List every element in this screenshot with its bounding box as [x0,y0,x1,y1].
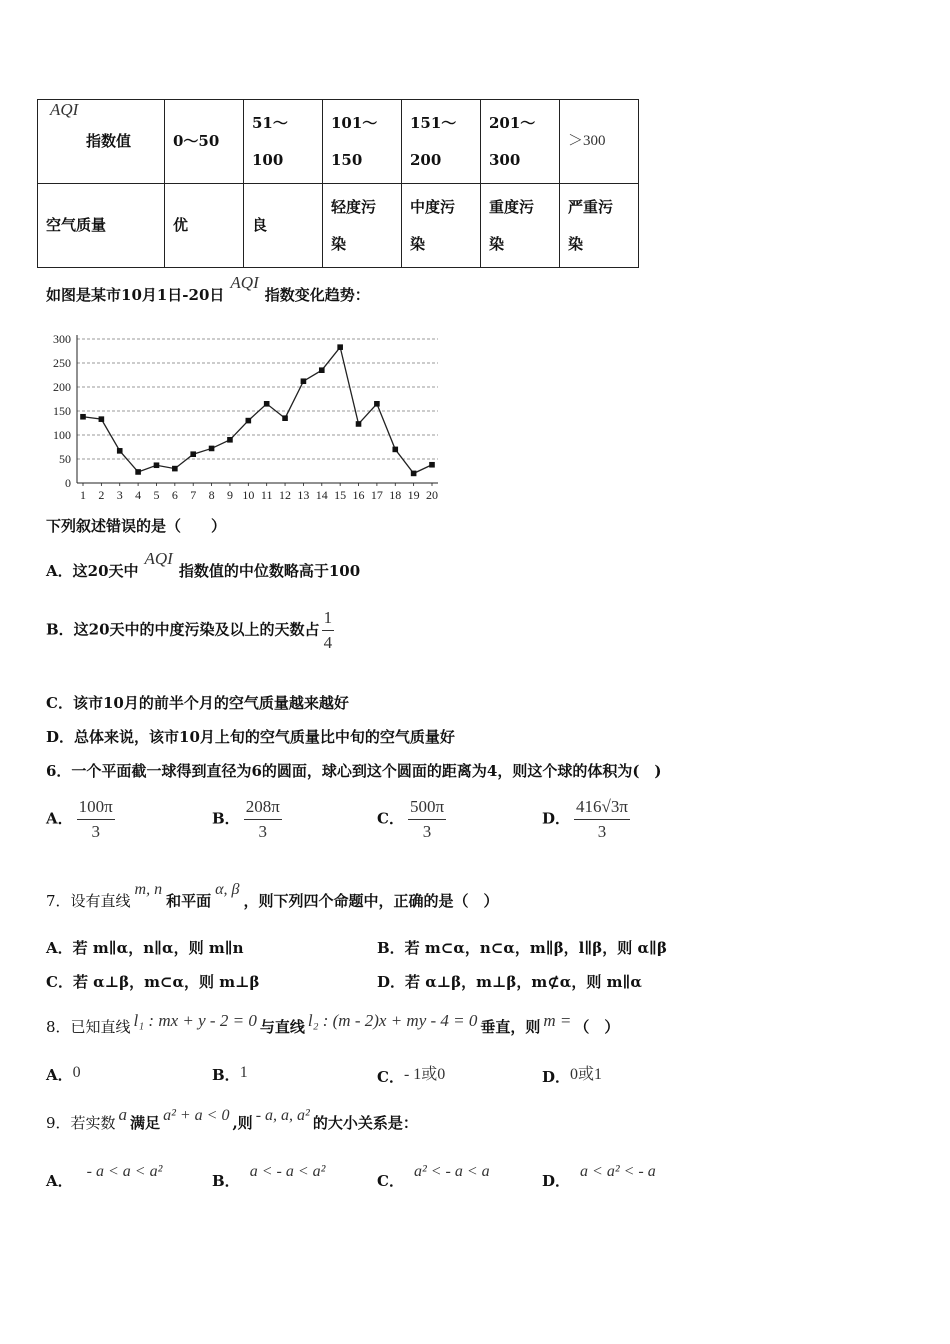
data-point [301,378,307,384]
x-tick-label: 4 [135,488,142,502]
q6-option-c: C． $\frac{500\pi}{3}$ [377,797,445,841]
table-cell: ＞300 [560,100,639,184]
question-6-stem: 6．一个平面截一球得到直径为6的圆面，球心到这个圆面的距离为4，则这个球的体积为( ) [46,762,662,780]
question-9-stem: 9．若实数 a 满足 a² + a < 0 ,则 - a, a, a² 的大小关系是： [46,1105,418,1132]
q8-option-d: D．0或1 [542,1066,603,1086]
x-tick-label: 14 [315,488,328,502]
table-cell: 重度污 染 [481,184,560,268]
x-tick-label: 18 [389,488,402,502]
series-line [83,347,432,473]
data-point [246,418,252,424]
y-tick-label: 300 [53,332,71,346]
chart-intro: 如图是某市10月1日-20日AQI指数变化趋势： [46,273,370,304]
table-cell: 0～50 [165,100,244,184]
data-point [411,471,417,477]
y-tick-label: 0 [65,476,71,490]
x-tick-label: 2 [98,488,105,502]
q6-option-b: B． $\frac{208\pi}{3}$ [212,797,280,841]
data-point [356,421,362,427]
table-cell: 严重污 染 [560,184,639,268]
table-cell: 51～100 [244,100,323,184]
data-point [264,401,270,407]
data-point [374,401,380,407]
data-point [99,416,105,422]
q5-option-c: C．该市10月的前半个月的空气质量越来越好 [46,694,349,712]
table-row [38,100,639,184]
x-tick-label: 15 [334,488,347,502]
x-tick-label: 20 [426,488,438,502]
table-cell: 轻度污 染 [323,184,402,268]
x-tick-label: 11 [260,488,273,502]
q8-option-c: C．- 1或0 [377,1066,446,1086]
data-point [282,415,288,421]
q9-option-a: A．- a < a < a² [46,1163,163,1190]
y-tick-label: 200 [53,380,71,394]
q8-option-b: B．1 [212,1064,248,1084]
question-5-stem: 下列叙述错误的是（ ） [46,517,227,535]
data-point [190,451,196,457]
table-cell: 空气质量 [38,184,165,268]
table-cell: 201～ 300 [481,100,560,184]
question-7-stem: 7．设有直线m, n和平面α, β，则下列四个命题中，正确的是（ ） [46,881,499,910]
y-tick-label: 250 [53,356,71,370]
q7-option-b: B．若 m⊂α，n⊂α，m∥β，l∥β，则 α∥β [377,939,667,957]
x-tick-label: 1 [80,488,86,502]
y-tick-label: 50 [59,452,71,466]
table-cell: AQI 指数值 [38,100,165,184]
q6-option-d: D． $\frac{416√3\pi}{3}$ [542,797,628,841]
data-point [172,466,178,472]
q8-option-a: A．0 [46,1064,81,1084]
table-cell: 151～ 200 [402,100,481,184]
x-tick-label: 17 [370,488,383,502]
x-tick-label: 6 [171,488,178,502]
q9-option-b: B．a < - a < a² [212,1163,326,1190]
q5-option-d: D．总体来说，该市10月上旬的空气质量比中旬的空气质量好 [46,728,455,746]
data-point [154,462,160,468]
q7-option-a: A．若 m∥α，n∥α，则 m∥n [46,939,244,957]
y-tick-label: 150 [53,404,71,418]
y-tick-label: 100 [53,428,71,442]
q9-option-d: D．a < a² < - a [542,1163,656,1190]
data-point [337,344,343,350]
data-point [209,446,215,452]
x-tick-label: 3 [116,488,123,502]
question-8-stem: 8．已知直线 l₁ : mx + y - 2 = 0 与直线 l₂ : (m - 2)x + my - 4 = 0 垂直，则 m = （ ） [46,1011,620,1036]
data-point [319,367,325,373]
q9-option-c: C．a² < - a < a [377,1163,490,1190]
q5-option-b: B．这20天中的中度污染及以上的天数占 $\frac{1}{4}$ [46,608,333,652]
x-tick-label: 10 [242,488,255,502]
table-cell: 中度污 染 [402,184,481,268]
table-cell: 优 [165,184,244,268]
table-cell: 良 [244,184,323,268]
data-point [429,462,435,468]
data-point [392,447,398,453]
data-point [227,437,233,443]
x-tick-label: 9 [226,488,233,502]
q7-option-c: C．若 α⊥β，m⊂α，则 m⊥β [46,973,260,991]
data-point [117,448,123,454]
x-tick-label: 16 [352,488,365,502]
table-cell: 101～ 150 [323,100,402,184]
fraction: $\frac{1}{4}$ [323,608,333,652]
aqi-table [37,99,639,268]
aqi-trend-chart [40,326,445,506]
q7-option-d: D．若 α⊥β，m⊥β，m⊄α，则 m∥α [377,973,642,991]
x-tick-label: 5 [153,488,160,502]
x-tick-label: 13 [297,488,310,502]
x-tick-label: 7 [190,488,197,502]
x-tick-label: 8 [208,488,215,502]
data-point [135,469,141,475]
x-tick-label: 19 [407,488,420,502]
x-tick-label: 12 [279,488,292,502]
q6-option-a: A． $\frac{100\pi}{3}$ [46,797,113,841]
data-point [80,414,86,420]
table-row [38,184,639,268]
q5-option-a: A．这20天中AQI指数值的中位数略高于100 [46,549,361,580]
